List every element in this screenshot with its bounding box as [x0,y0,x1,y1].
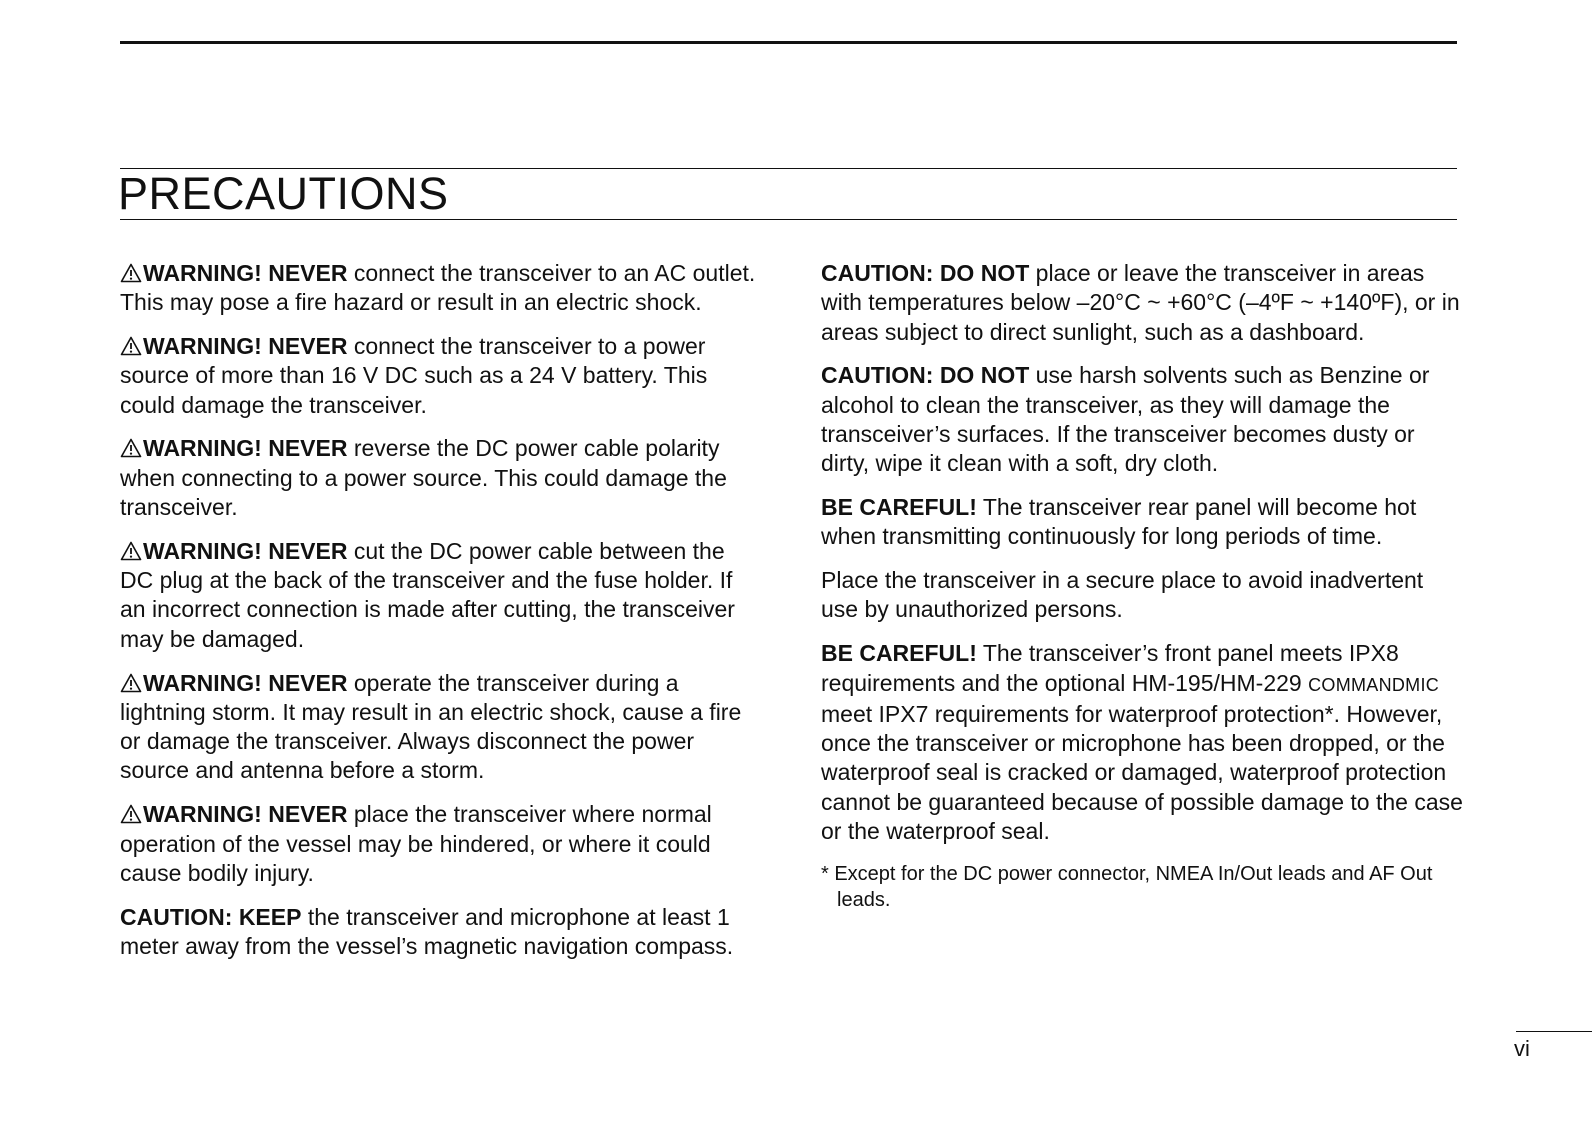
paragraph-lead: WARNING! NEVER [143,669,348,696]
footnote: * Except for the DC power connector, NMEA In/Out leads and AF Out leads. [821,862,1433,912]
paragraph-lead: WARNING! NEVER [143,333,348,360]
warning-triangle-icon [120,336,142,356]
caution-solvents [821,361,1466,478]
paragraph-text: cut the DC power cable between the DC plug at the back of the transceiver and the fuse holder. If an incorrect connection is made after cutting, the transceiver may be damaged. [120,537,735,652]
left-column [120,259,760,976]
paragraph-lead: CAUTION: DO NOT [821,362,1030,389]
secure-placement [821,566,1466,625]
paragraph-text: The transceiver rear panel will become hot when transmitting continuously for long periods of time. [821,494,1417,550]
paragraph-text: use harsh solvents such as Benzine or alcohol to clean the transceiver, as they will damage the transceiver’s surfaces. If the transceiver becomes dusty or dirty, wipe it clean with a soft, dry cloth. [821,362,1430,477]
paragraph-text: connect the transceiver to a power source of more than 16 V DC such as a 24 V battery. This could damage the transceiver. [120,333,708,418]
paragraph-lead: WARNING! NEVER [143,435,348,462]
paragraph-text: connect the transceiver to an AC outlet. This may pose a fire hazard or result in an electric shock. [120,260,756,316]
warning-placement [120,800,760,888]
warning-cut-cable [120,537,760,654]
paragraph-text: reverse the DC power cable polarity when connecting to a power source. This could damage the transceiver. [120,435,727,521]
warning-triangle-icon [120,263,142,283]
paragraph-lead: WARNING! NEVER [143,801,348,828]
paragraph-text: The transceiver’s front panel meets IPX8 requirements and the optional HM-195/HM-229 [821,640,1399,696]
page-number: vi [1514,1036,1530,1061]
right-column [821,259,1466,914]
caution-temperature [821,259,1466,347]
paragraph-text: Place the transceiver in a secure place to avoid inadvertent use by unauthorized persons. [821,567,1424,623]
paragraph-text-continued: meet IPX7 requirements for waterproof protection*. However, once the transceiver or microphone has been dropped, or the waterproof seal is cracked or damaged, waterproof protection cannot be guaranteed because of possible damage to the case or the waterproof seal. [821,700,1463,845]
warning-power-source [120,332,760,420]
warning-triangle-icon [120,673,142,693]
paragraph-lead: CAUTION: DO NOT [821,260,1030,286]
commandmic-label: COMMANDMIC [1308,674,1440,695]
paragraph-text: operate the transceiver during a lightning storm. It may result in an electric shock, cause a fire or damage the transceiver. Always disconnect the power source and antenna before a storm. [120,669,742,784]
caution-compass [120,903,760,962]
warning-triangle-icon [120,438,142,458]
page-number-rule [1516,1031,1592,1032]
paragraph-text: the transceiver and microphone at least 1 meter away from the vessel’s magnetic navigation compass. [120,903,734,959]
paragraph-lead: CAUTION: KEEP [120,903,302,930]
warning-polarity [120,434,760,522]
careful-rear-panel [821,493,1466,552]
warning-ac-outlet [120,259,760,318]
paragraph-text: place or leave the transceiver in areas with temperatures below –20°C ~ +60°C (–4ºF ~ +140ºF), or in areas subject to direct sunlight, such as a dashboard. [821,260,1460,345]
page-title: PRECAUTIONS [118,168,449,219]
paragraph-lead: WARNING! NEVER [143,537,348,564]
warning-triangle-icon [120,541,142,561]
paragraph-text: place the transceiver where normal operation of the vessel may be hindered, or where it could cause bodily injury. [120,801,712,886]
paragraph-lead: BE CAREFUL! [821,494,977,521]
title-rule-bottom [120,219,1457,220]
paragraph-lead: WARNING! NEVER [143,260,348,286]
careful-waterproof [821,639,1466,846]
paragraph-lead: BE CAREFUL! [821,640,977,667]
top-rule [120,41,1457,44]
warning-triangle-icon [120,804,142,824]
warning-lightning [120,669,760,786]
